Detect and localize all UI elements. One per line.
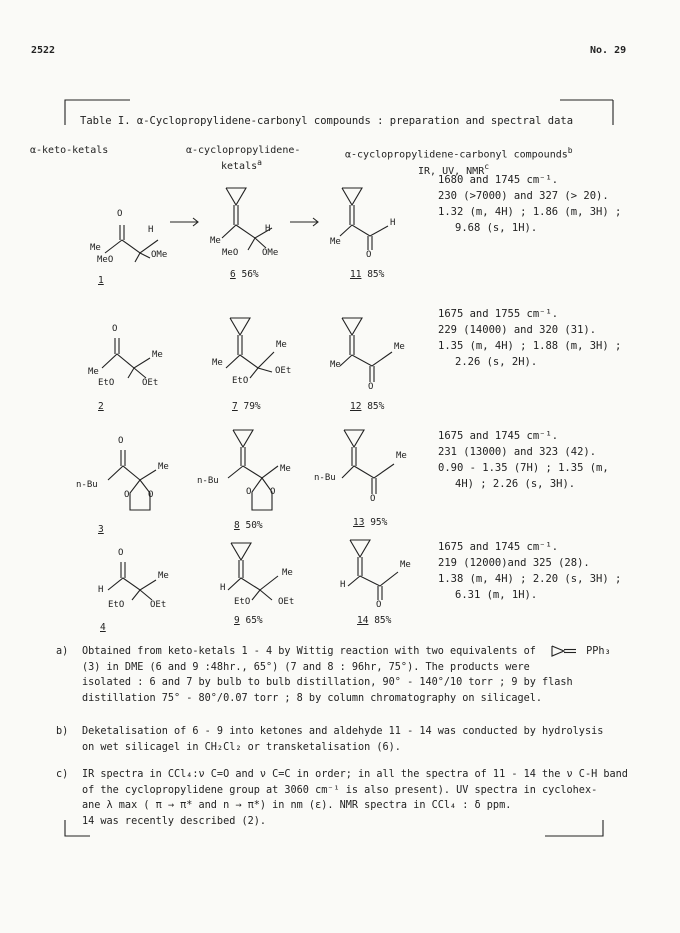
atom-label: MeO: [222, 248, 239, 258]
atom-label: O: [246, 487, 252, 497]
atom-label: OEt: [275, 366, 292, 376]
compound-yield: 14 85%: [357, 615, 392, 626]
atom-label: Me: [212, 358, 223, 368]
atom-label: EtO: [232, 376, 249, 386]
compound-yield: 7 79%: [232, 401, 261, 412]
atom-label: Me: [394, 342, 405, 352]
atom-label: Me: [330, 360, 341, 370]
compound-number: 1: [98, 275, 104, 286]
atom-label: n-Bu: [76, 480, 98, 490]
atom-label: Me: [276, 340, 287, 350]
compound-yield: 12 85%: [350, 401, 385, 412]
atom-label: O: [148, 490, 154, 500]
atom-label: OMe: [262, 248, 279, 258]
compound-yield: 8 50%: [234, 520, 263, 531]
atom-label: Me: [282, 568, 293, 578]
spectra-row-3: 1675 and 1745 cm⁻¹. 231 (13000) and 323 (42). 0.90 - 1.35 (7H) ; 1.35 (m, 4H) ; 2.26 (s, 3H).: [438, 430, 609, 490]
atom-label: O: [376, 600, 382, 610]
compound-yield: 6 56%: [230, 269, 259, 280]
footnote-b: b) Deketalisation of 6 - 9 into ketones and aldehyde 11 - 14 was conducted by hydrolysis on wet silicagel in CH₂Cl₂ or transketalisation (6).: [56, 726, 604, 753]
atom-label: OEt: [278, 597, 295, 607]
atom-label: EtO: [98, 378, 115, 388]
atom-label: O: [118, 436, 124, 446]
atom-label: Me: [396, 451, 407, 461]
atom-label: O: [270, 487, 276, 497]
atom-label: O: [117, 209, 123, 219]
atom-label: H: [98, 585, 104, 595]
atom-label: O: [370, 494, 376, 504]
spectra-row-2: 1675 and 1755 cm⁻¹. 229 (14000) and 320 (31). 1.35 (m, 4H) ; 1.88 (m, 3H) ; 2.26 (s, 2H).: [438, 308, 622, 368]
atom-label: MeO: [97, 255, 114, 265]
table-caption: Table I. α-Cyclopropylidene-carbonyl compounds : preparation and spectral data: [80, 115, 574, 127]
spectra-row-4: 1675 and 1745 cm⁻¹. 219 (12000)and 325 (28). 1.38 (m, 4H) ; 2.20 (s, 3H) ; 6.31 (m, 1H).: [438, 541, 622, 601]
atom-label: O: [366, 250, 372, 260]
atom-label: OEt: [150, 600, 167, 610]
cyclopropylidene-icon: [550, 644, 580, 658]
compound-yield: 11 85%: [350, 269, 385, 280]
atom-label: O: [118, 548, 124, 558]
spectra-row-1: 1680 and 1745 cm⁻¹. 230 (>7000) and 327 (> 20). 1.32 (m, 4H) ; 1.86 (m, 3H) ; 9.68 (s, 1H).: [438, 174, 622, 234]
atom-label: H: [148, 225, 154, 235]
atom-label: Me: [158, 462, 169, 472]
atom-label: OMe: [151, 250, 168, 260]
atom-label: Me: [158, 571, 169, 581]
atom-label: Me: [280, 464, 291, 474]
col-header-carbonyl: α-cyclopropylidene-carbonyl compounds$^b$ IR, UV, NMR$^c$: [345, 146, 573, 177]
footnote-a: a) Obtained from keto-ketals 1 - 4 by Wittig reaction with two equivalents of PPh₃ (3) in DME (6 and 9 :48hr., 65°) (7 and 8 : 96hr, 75°). The products were isolated : 6 and 7 by bulb to bulb distillation, 90° - 140°/10 torr ; 9 by flash distillation 75° - 80°/0.07 torr ; 8 by column chromatography on silicagel.: [56, 646, 611, 704]
atom-label: Me: [330, 237, 341, 247]
atom-label: O: [112, 324, 118, 334]
atom-label: EtO: [108, 600, 125, 610]
compound-number: 2: [98, 401, 104, 412]
atom-label: n-Bu: [314, 473, 336, 483]
atom-label: n-Bu: [197, 476, 219, 486]
atom-label: Me: [88, 367, 99, 377]
footnote-c: c) IR spectra in CCl₄:ν C=O and ν C=C in order; in all the spectra of 11 - 14 the ν C-H band of the cyclopropylidene group at 3060 cm⁻¹ is also present). UV spectra in cyclohex- ane λ max ( π → π* and n → π*) in nm (ε). NMR spectra in CCl₄ : δ ppm. 14 was recently described (2).: [56, 769, 628, 827]
atom-label: H: [265, 224, 271, 234]
atom-label: Me: [90, 243, 101, 253]
col-header-cp-ketals: α-cyclopropylidene- ketals$^a$: [186, 145, 301, 173]
atom-label: Me: [210, 236, 221, 246]
issue-number: No. 29: [590, 45, 627, 56]
compound-number: 3: [98, 524, 104, 535]
atom-label: O: [124, 490, 130, 500]
atom-label: H: [220, 583, 226, 593]
compound-number: 4: [100, 622, 106, 633]
compound-yield: 13 95%: [353, 517, 388, 528]
atom-label: Me: [152, 350, 163, 360]
col-header-keto-ketals: α-keto-ketals: [30, 145, 109, 156]
atom-label: EtO: [234, 597, 251, 607]
compound-yield: 9 65%: [234, 615, 263, 626]
page-number: 2522: [31, 45, 56, 56]
atom-label: O: [368, 382, 374, 392]
atom-label: H: [390, 218, 396, 228]
atom-label: H: [340, 580, 346, 590]
atom-label: OEt: [142, 378, 159, 388]
atom-label: Me: [400, 560, 411, 570]
